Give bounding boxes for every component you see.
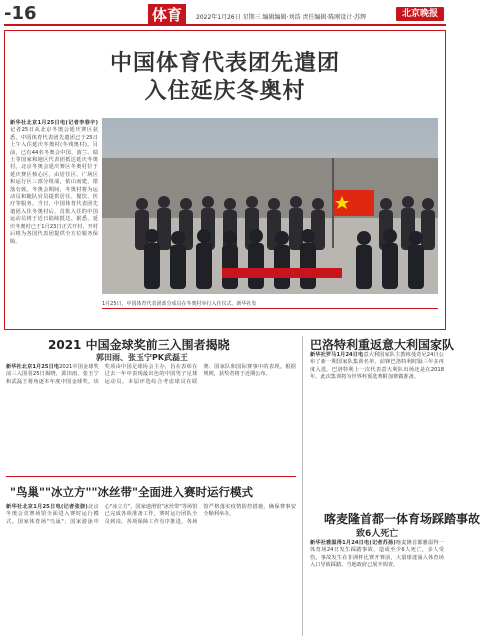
article4-title: 巴洛特利重返意大利国家队 [310,338,455,352]
article4-body [310,352,444,502]
newspaper-logo: 北京晚报 [396,7,444,21]
article2-title: 2021 中国金球奖前三入围者揭晓 [48,338,230,352]
article5-text: 喀麦隆首都雅温得一体育场24日发生踩踏事故，造成至少6人死亡，多人受伤。事故发生在非洲杯比赛开赛前，大量球迷涌入体育场入口导致踩踏。当地政府已展开调查。 [310,540,444,569]
article2-text: 2021中国金球奖前三入围者25日揭晓，郭田雨、张玉宁和武磊王将角逐本年度中国金球奖。该奖项由中国足球协会主办，旨在表彰在过去一年中表现最出色的中国男子足球运动员。本届评选综合考虑球员在联赛、国家队和国际赛事中的表现。根据规则，获奖者将于近期公布。 [6,364,296,385]
lead-headline-2: 入住延庆冬奥村 [144,79,306,104]
article3-text: 北京冬奥会竞赛场馆全面进入赛时运行模式。国家体育场"鸟巢"、国家游泳中心"冰立方"、国家速滑馆"冰丝带"等场馆已完成各项准备工作，赛时运行团队全员到岗，各项保障工作有序推进。各场馆严格落实疫情防控措施，确保赛事安全顺利举办。 [6,504,296,525]
caption-rule [102,308,438,309]
lead-photo [102,118,438,294]
photo-caption: 1月25日，中国体育代表团部分成员在冬奥村举行入住仪式。新华社发 [102,301,257,307]
column-divider [302,336,303,636]
article2-dateline: 新华社北京1月25日电 [6,364,60,370]
article2-subtitle: 郭田雨、张玉宁PK武磊王 [96,353,189,362]
lead-body [10,120,98,325]
article4-text: 意大利国家队主教练曼奇尼24日公布了新一期国家队集训名单，前锋巴洛特利时隔三年多再度入选。巴洛特利上一次代表意大利队出场还是在2018年。此次集训将为世界杯预选赛附加赛做准备。 [310,352,444,381]
article5-subtitle: 致6人死亡 [356,529,399,539]
article5-title: 喀麦隆首都一体育场踩踏事故 [324,512,480,526]
article4-dateline: 新华社罗马1月24日电 [310,352,364,358]
team-photo-illustration [102,118,438,294]
article3-dateline: 新华社北京1月25日电(记者张骁) [6,504,88,510]
article3-body [6,504,296,636]
article3-title: "鸟巢""冰立方""冰丝带"全面进入赛时运行模式 [10,485,253,499]
header-rule [4,24,446,26]
lead-text: 记者25日从北京冬奥会延庆赛区获悉，中国体育代表团先遣团已于25日上午入住延庆冬奥村(冬残奥村)。目前，已有44名冬奥会中国、波兰、瑞士等国家和地区代表团抵达延庆冬奥村。北京冬奥会延庆赛区冬奥村位于延庆赛区核心区，由居住区、广场区和运行区三部分组成，依山而建，错落有致。冬奥会期间，冬奥村将为运动员和随队官员提供居住、餐饮、医疗等服务。当日，中国体育代表团先遣团入住冬奥村后，首批入住的中国运动员将于近日陆续抵达。据悉，延庆冬奥村已于1月23日正式开村，开村后将为各国代表团提供全方位服务保障。 [10,127,98,245]
section-tab: 体育 [148,4,186,26]
article-divider [6,476,296,477]
page-number: -16 [4,3,37,24]
issue-meta: 2022年1月26日 星期三 编辑编辑·刘浩 责任编辑·陈刚设计·苏辉 [196,14,367,21]
lead-dateline: 新华社北京1月25日电(记者李春宇) [10,120,98,126]
article5-dateline: 新华社雅温得1月24日电(记者苏扬) [310,540,396,546]
lead-headline-1: 中国体育代表团先遣团 [109,51,340,76]
article2-body [6,364,296,472]
article5-body [310,540,444,636]
